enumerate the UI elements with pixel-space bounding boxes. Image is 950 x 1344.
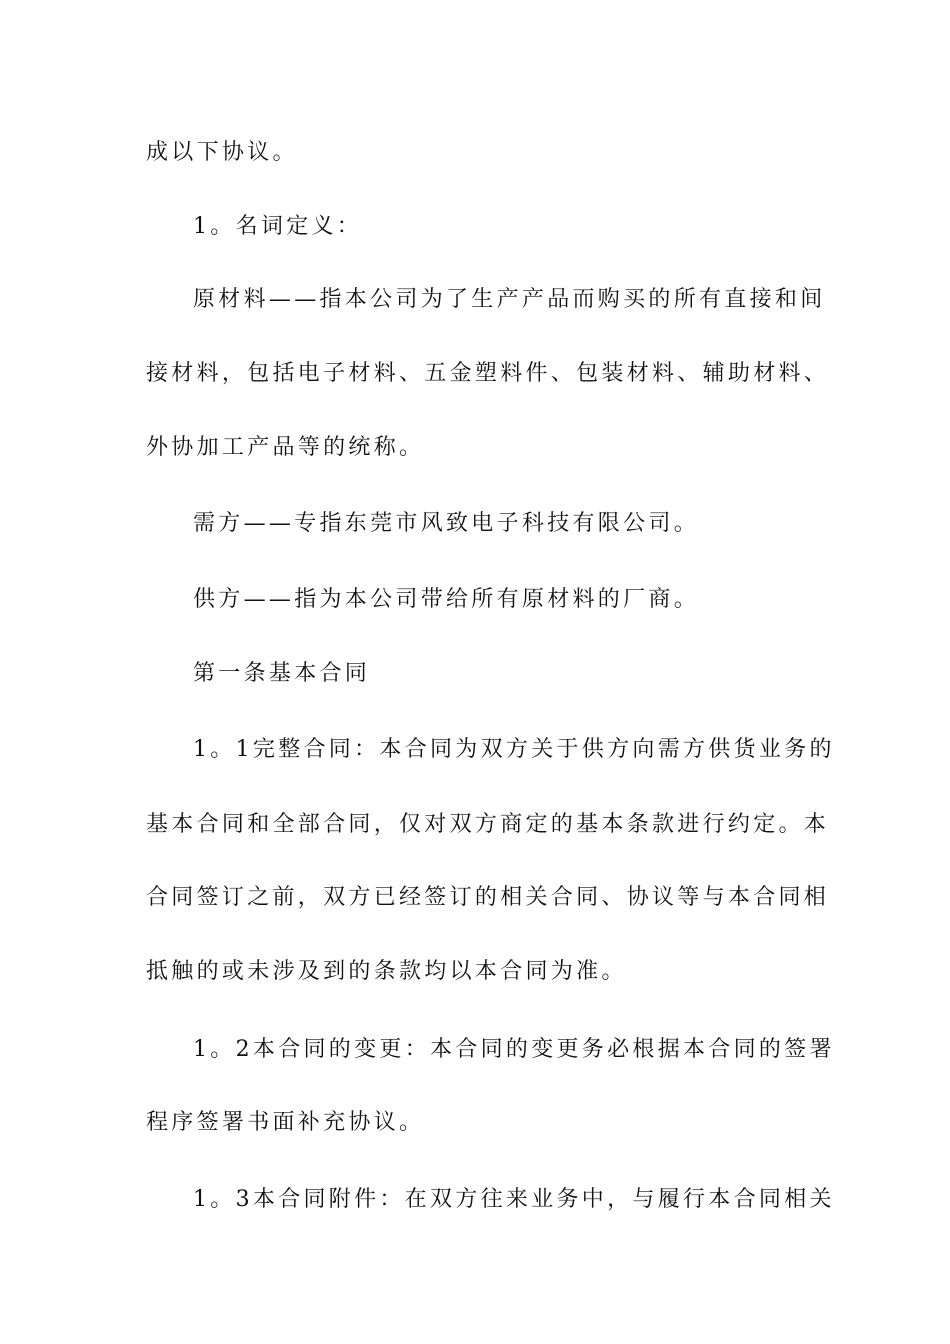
text-line-7: 供方——指为本公司带给所有原材料的厂商。	[193, 587, 700, 612]
text-line-4: 接材料，包括电子材料、五金塑料件、包装材料、辅助材料、	[146, 361, 830, 386]
text-line-9: 1。1完整合同：本合同为双方关于供方向需方供货业务的	[193, 737, 835, 762]
text-line-2: 1。名词定义：	[193, 214, 363, 239]
text-line-5: 外协加工产品等的统称。	[146, 435, 425, 460]
text-line-15: 1。3本合同附件：在双方往来业务中，与履行本合同相关	[193, 1187, 835, 1212]
text-line-12: 抵触的或未涉及到的条款均以本合同为准。	[146, 959, 627, 984]
text-line-6: 需方——专指东莞市风致电子科技有限公司。	[193, 511, 700, 536]
text-line-10: 基本合同和全部合同，仅对双方商定的基本条款进行约定。本	[146, 812, 830, 837]
text-line-14: 程序签署书面补充协议。	[146, 1110, 425, 1135]
text-line-13: 1。2本合同的变更：本合同的变更务必根据本合同的签署	[193, 1037, 835, 1062]
text-line-3: 原材料——指本公司为了生产产品而购买的所有直接和间	[193, 287, 826, 312]
text-line-1: 成以下协议。	[146, 140, 298, 165]
text-line-8: 第一条基本合同	[193, 661, 371, 686]
text-line-11: 合同签订之前，双方已经签订的相关合同、协议等与本合同相	[146, 885, 830, 910]
